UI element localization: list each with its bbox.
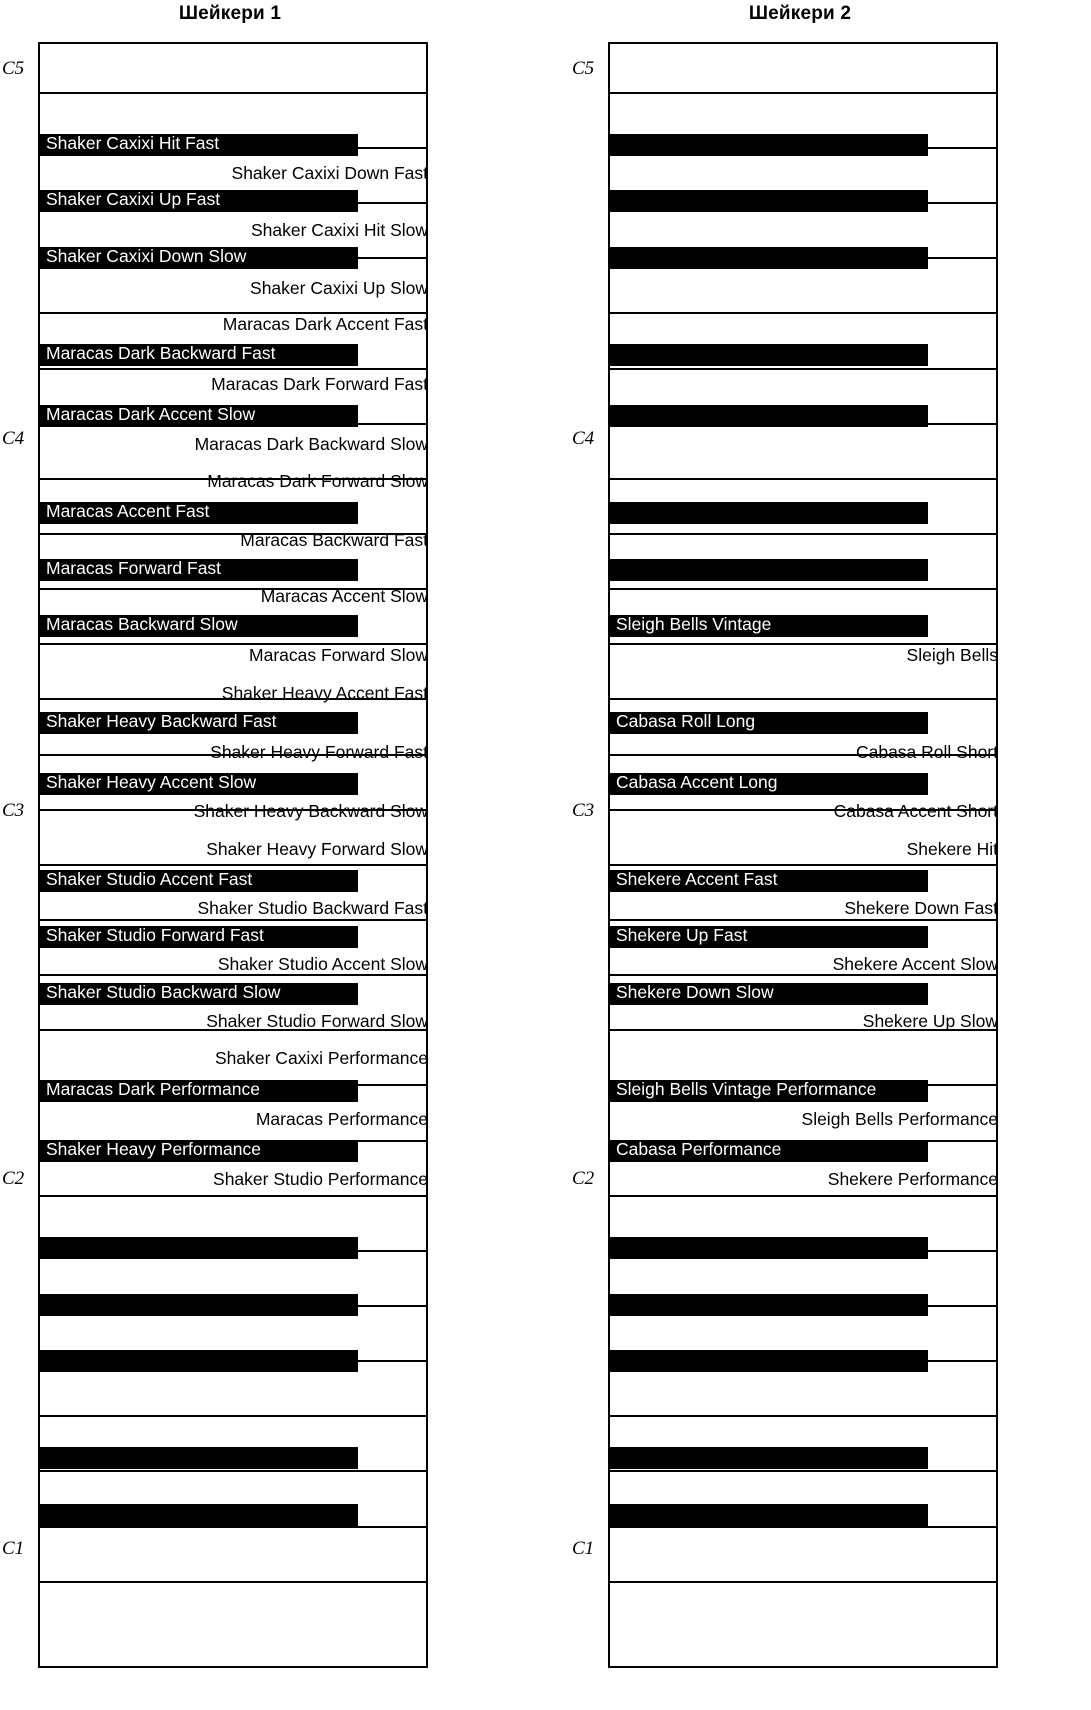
note-name-label: Sleigh Bells Vintage: [616, 614, 772, 634]
white-key-separator: [40, 1581, 426, 1583]
black-key: [610, 1294, 928, 1316]
white-key-separator: [610, 1470, 996, 1472]
white-key-separator: [40, 919, 426, 921]
note-name-label: Shaker Heavy Forward Fast: [210, 742, 428, 762]
note-name-label: Shaker Heavy Accent Fast: [221, 683, 428, 703]
octave-label: C5: [2, 58, 25, 79]
note-name-label: Shaker Caxixi Hit Slow: [251, 220, 428, 240]
black-key: [610, 1447, 928, 1469]
white-key-separator: [610, 1195, 996, 1197]
note-name-label: Shaker Caxixi Down Fast: [231, 163, 428, 183]
note-name-label: Cabasa Accent Short: [833, 801, 998, 821]
black-key: [610, 559, 928, 581]
note-name-label: Shaker Studio Performance: [213, 1169, 428, 1189]
black-key: [40, 1294, 358, 1316]
note-name-label: Maracas Dark Performance: [46, 1079, 260, 1099]
octave-label: C4: [572, 428, 595, 449]
note-name-label: Shekere Up Slow: [862, 1011, 998, 1031]
octave-label: C2: [2, 1168, 25, 1189]
octave-label: C5: [572, 58, 595, 79]
black-key: [610, 1237, 928, 1259]
panel-shakers-1: [0, 0, 460, 1710]
panel-title: Шейкери 2: [748, 3, 852, 24]
note-name-label: Maracas Forward Slow: [249, 645, 428, 665]
black-key: [610, 247, 928, 269]
note-name-label: Maracas Forward Fast: [46, 558, 222, 578]
panel-title: Шейкери 1: [178, 3, 282, 24]
white-key-separator: [40, 1195, 426, 1197]
black-key: [40, 1350, 358, 1372]
note-name-label: Maracas Accent Fast: [46, 501, 210, 521]
white-key-separator: [40, 1470, 426, 1472]
white-key-separator: [610, 312, 996, 314]
note-name-label: Maracas Backward Fast: [240, 530, 428, 550]
white-key-separator: [610, 698, 996, 700]
note-name-label: Maracas Performance: [255, 1109, 428, 1129]
octave-label: C1: [2, 1538, 25, 1559]
octave-label: C4: [2, 428, 25, 449]
note-name-label: Shaker Caxixi Hit Fast: [46, 133, 220, 153]
note-name-label: Maracas Accent Slow: [260, 586, 428, 606]
note-name-label: Cabasa Accent Long: [616, 772, 778, 792]
white-key-separator: [40, 864, 426, 866]
note-name-label: Shaker Heavy Performance: [46, 1139, 261, 1159]
note-name-label: Shaker Caxixi Up Fast: [46, 189, 221, 209]
note-name-label: Maracas Dark Backward Slow: [194, 434, 428, 454]
note-name-label: Shaker Heavy Accent Slow: [46, 772, 257, 792]
white-key-separator: [610, 533, 996, 535]
black-key: [40, 1237, 358, 1259]
white-key-separator: [610, 864, 996, 866]
black-key: [40, 1504, 358, 1526]
note-name-label: Shekere Hit: [906, 839, 998, 859]
note-name-label: Maracas Dark Accent Fast: [222, 314, 428, 334]
note-name-label: Shaker Heavy Forward Slow: [206, 839, 428, 859]
note-name-label: Cabasa Roll Long: [616, 711, 756, 731]
white-key-separator: [40, 92, 426, 94]
octave-label: C2: [572, 1168, 595, 1189]
note-name-label: Shekere Performance: [827, 1169, 998, 1189]
note-name-label: Shekere Accent Fast: [616, 869, 778, 889]
note-name-label: Maracas Dark Accent Slow: [46, 404, 256, 424]
note-name-label: Shaker Studio Accent Fast: [46, 869, 253, 889]
black-key: [610, 1350, 928, 1372]
octave-label: C3: [572, 800, 595, 821]
black-key: [40, 1447, 358, 1469]
note-name-label: Shekere Accent Slow: [832, 954, 998, 974]
note-name-label: Shaker Heavy Backward Slow: [193, 801, 428, 821]
octave-label: C3: [2, 800, 25, 821]
note-name-label: Shaker Studio Forward Fast: [46, 925, 264, 945]
white-key-separator: [610, 1526, 996, 1528]
note-name-label: Shaker Heavy Backward Fast: [46, 711, 277, 731]
note-name-label: Shaker Studio Accent Slow: [217, 954, 428, 974]
black-key: [610, 134, 928, 156]
note-name-label: Shaker Studio Backward Fast: [197, 898, 428, 918]
white-key-separator: [610, 1415, 996, 1417]
note-name-label: Shaker Studio Forward Slow: [206, 1011, 428, 1031]
note-name-label: Shekere Down Slow: [616, 982, 774, 1002]
octave-label: C1: [572, 1538, 595, 1559]
white-key-separator: [610, 1581, 996, 1583]
white-key-separator: [610, 478, 996, 480]
white-key-separator: [610, 368, 996, 370]
note-name-label: Shaker Caxixi Performance: [215, 1048, 428, 1068]
note-name-label: Sleigh Bells: [906, 645, 998, 665]
white-key-separator: [610, 588, 996, 590]
note-name-label: Shaker Caxixi Up Slow: [250, 278, 428, 298]
white-key-separator: [40, 368, 426, 370]
black-key: [610, 344, 928, 366]
white-key-separator: [40, 1526, 426, 1528]
black-key: [610, 1504, 928, 1526]
white-key-separator: [40, 1415, 426, 1417]
note-name-label: Cabasa Roll Short: [855, 742, 998, 762]
black-key: [610, 405, 928, 427]
black-key: [610, 502, 928, 524]
black-key: [610, 190, 928, 212]
note-name-label: Shaker Caxixi Down Slow: [46, 246, 247, 266]
white-key-separator: [610, 92, 996, 94]
note-name-label: Sleigh Bells Performance: [801, 1109, 998, 1129]
note-name-label: Maracas Dark Forward Slow: [207, 471, 428, 491]
panel-shakers-2: [570, 0, 1030, 1710]
note-name-label: Shekere Up Fast: [616, 925, 748, 945]
white-key-separator: [610, 919, 996, 921]
note-name-label: Maracas Dark Backward Fast: [46, 343, 276, 363]
note-name-label: Sleigh Bells Vintage Performance: [616, 1079, 877, 1099]
note-name-label: Shekere Down Fast: [844, 898, 998, 918]
note-name-label: Maracas Dark Forward Fast: [211, 374, 428, 394]
note-name-label: Shaker Studio Backward Slow: [46, 982, 281, 1002]
note-name-label: Maracas Backward Slow: [46, 614, 238, 634]
note-name-label: Cabasa Performance: [616, 1139, 782, 1159]
